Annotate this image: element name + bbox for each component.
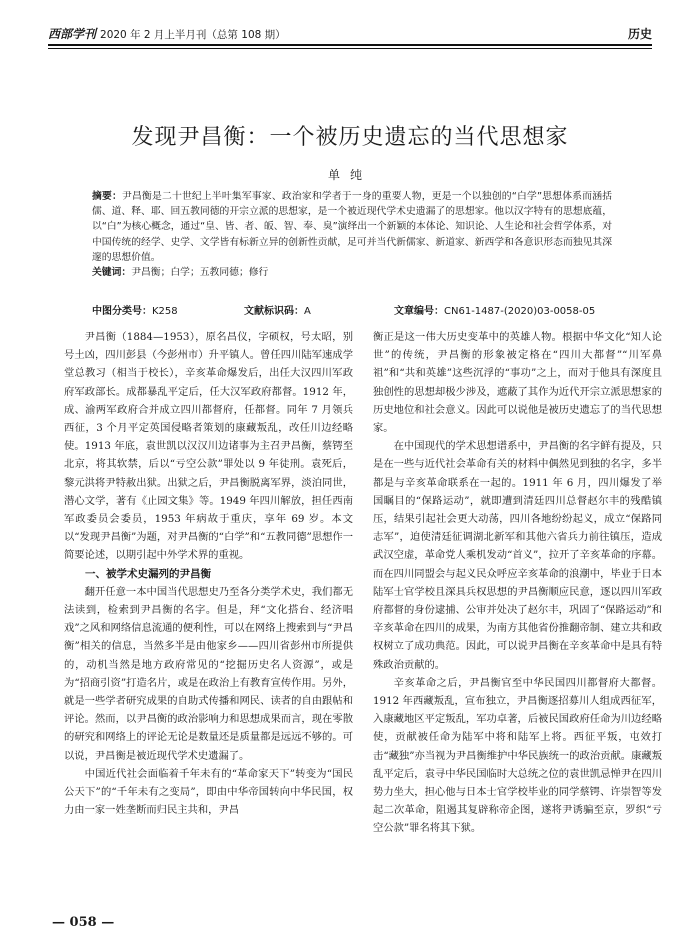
abstract-text: 尹昌衡是二十世纪上半叶集军事家、政治家和学者于一身的重要人物，更是一个以独创的“白学”思想体系而涵括儒、道、释、耶、回五教同德的开宗立派的思想家，是一个被近现代学术史遗漏了的思想家。他以汉字特有的思想底蕴，以“白”为核心概念，通过“皇、皆、者、皈、智、奉、臭”演绎出一个新颖的本体论、知识论、人生论和社会哲学体系，对中国传统的经学、史学、文学皆有标新立异的创新性贡献，足可并当代新儒家、新道家、新西学和各意识形态而独见其深邃的思想价值。 (92, 191, 612, 263)
doc-value: A (304, 306, 311, 317)
paragraph: 衡正是这一伟大历史变革中的英雄人物。根据中华文化“知人论世”的传统，尹昌衡的形象被定格在“四川大都督”“川军鼻祖”和“共和英雄”这些沉浮的“事功”之上，而对于他具有深度且独创性的思想却极少涉及，遮蔽了其作为近代开宗立派思想家的历史地位和社会意义。因此可以说他是被历史遗忘了的当代思想家。 (373, 331, 662, 435)
journal-name: 西部学刊 (48, 27, 97, 41)
article-metadata (92, 302, 612, 317)
abstract-label: 摘要： (92, 191, 122, 202)
clc-label: 中图分类号： (92, 306, 152, 317)
header-rule-thick (48, 44, 652, 46)
page-number: — 058 — (52, 915, 115, 930)
keywords-text: 尹昌衡；白学；五教同德；修行 (131, 267, 269, 279)
paragraph: 中国近代社会面临着千年未有的“革命家天下”转变为“国民公天下”的“千年未有之变局”，即由中华帝国转向中华民国，权力由一家一姓垄断而归民主共和，尹昌 (64, 767, 353, 817)
paragraph: 辛亥革命之后，尹昌衡官至中华民国四川都督府大都督。1912 年西藏叛乱，宣布独立，尹昌衡逐招募川人组成西征军，入康藏地区平定叛乱，军功卓著，后被民国政府任命为川边经略使，贡献被任命为陆军中将和陆军上将。西征平叛，屯效打击“藏独”亦当视为尹昌衡维护中华民族统一的政治贡献。康藏叛乱平定后，袁寻中华民国临时大总统之位的袁世凯忌惮尹在四川势力坐大，担心他与日本士官学校毕业的同学蔡锷、许崇智等发起二次革命，阻遏其复辟称帝企图，遂将尹诱骗至京，罗织“亏空公款”罪名将其下狱。 (373, 676, 662, 835)
art-value: CN61-1487-(2020)03-0058-05 (444, 306, 596, 317)
issue-info: 2020 年 2 月上半月刊（总第 108 期） (100, 29, 286, 41)
clc-value: K258 (152, 306, 178, 317)
paragraph: 在中国现代的学术思想谱系中，尹昌衡的名字鲜有提及，只是在一些与近代社会革命有关的材料中偶然见到独的名字，多半都是与辛亥革命联系在一起的。1911 年 6 月，四川爆发了举国瞩目的“保路运动”，就即遭到清廷四川总督赵尔丰的残酷镇压，结果引起社会更大动荡，四川各地纷纷起义，成立“保路同志军”，迫使清廷征调湖北新军和其他六省兵力前往镇压，造成武汉空虚，革命党人乘机发动“首义”，拉开了辛亥革命的序幕。而在四川同盟会与起义民众呼应辛亥革命的浪潮中，毕业于日本陆军士官学校且深具兵权思想的尹昌衡顺应民意，逐以四川军政府都督的身份逮捕、公审并处决了赵尔丰，巩固了“保路运动”和辛亥革命在四川的成果，为南方其他省份推翻帝制、建立共和政权树立了成功典范。因此，可以说尹昌衡在辛亥革命中是具有特殊政治贡献的。 (373, 440, 662, 671)
section-label: 历史 (627, 27, 652, 41)
art-label: 文章编号： (394, 306, 444, 317)
paragraph: 尹昌衡（1884—1953），原名昌仪，字硕权，号太昭，别号土凶，四川彭县（今彭州市）升平镇人。曾任四川陆军速成学堂总教习（相当于校长），辛亥革命爆发后，出任大汉四川军政府军政部长。成都暴乱平定后，任大汉军政府都督。1912 年，成、渝两军政府合并成立四川都督府，任都督。同年 7 月领兵西征，3 个月平定英国侵略者策划的康藏叛乱，改任川边经略使。1913 年底，袁世凯以汉汉川边诸事为主召尹昌衡，蔡锷至北京，将其软禁，后以“亏空公款”罪处以 9 年徒刑。袁死后，黎元洪将尹特赦出狱。出狱之后，尹昌衡脱离军界，淡泊同世，潜心文学，著有《止园文集》等。1949 年四川解放，担任西南军政委员会委员，1953 年病故于重庆，享年 69 岁。本文以“发现尹昌衡”为题，对尹昌衡的“白学”和“五教同德”思想作一简要论述，以期引起中外学术界的重视。 (64, 331, 354, 562)
left-column (64, 328, 353, 819)
doc-code (244, 302, 394, 317)
right-column (373, 328, 662, 838)
header-left (48, 25, 286, 42)
doc-label: 文献标识码： (244, 306, 304, 317)
header-rule-thin (48, 48, 652, 49)
article-title: 发现尹昌衡：一个被历史遗忘的当代思想家 (131, 125, 569, 150)
abstract (92, 189, 612, 280)
article-number (394, 302, 612, 317)
keywords-label: 关键词： (92, 267, 132, 279)
section-heading: 一、被学术史漏列的尹昌衡 (85, 567, 211, 580)
paragraph: 翻开任意一本中国当代思想史乃至各分类学术史，我们都无法读到，检索到尹昌衡的名字。但是，拜“文化搭台、经济唱戏”之风和网络信息流通的便利性，可以在网络上搜索到与“尹昌衡”相关的信息，当然多半是由他家乡——四川省彭州市所提供的，动机当然是地方政府常见的“挖掘历史名人资源”，或是为“招商引资”打造名片，或是在政治上有教育宣传作用。另外，就是一些学者研究成果的自助式传播和网民、读者的自由跟帖和评论。然而，以尹昌衡的政治影响力和思想成果而言，现在零散的研究和网络上的评论无论是数量还是质量都是远远不够的。可以说，尹昌衡是被近现代学术史遗漏了。 (64, 585, 353, 762)
clc-number (92, 302, 244, 317)
author-name: 单纯 (327, 168, 372, 182)
running-header (48, 20, 652, 42)
